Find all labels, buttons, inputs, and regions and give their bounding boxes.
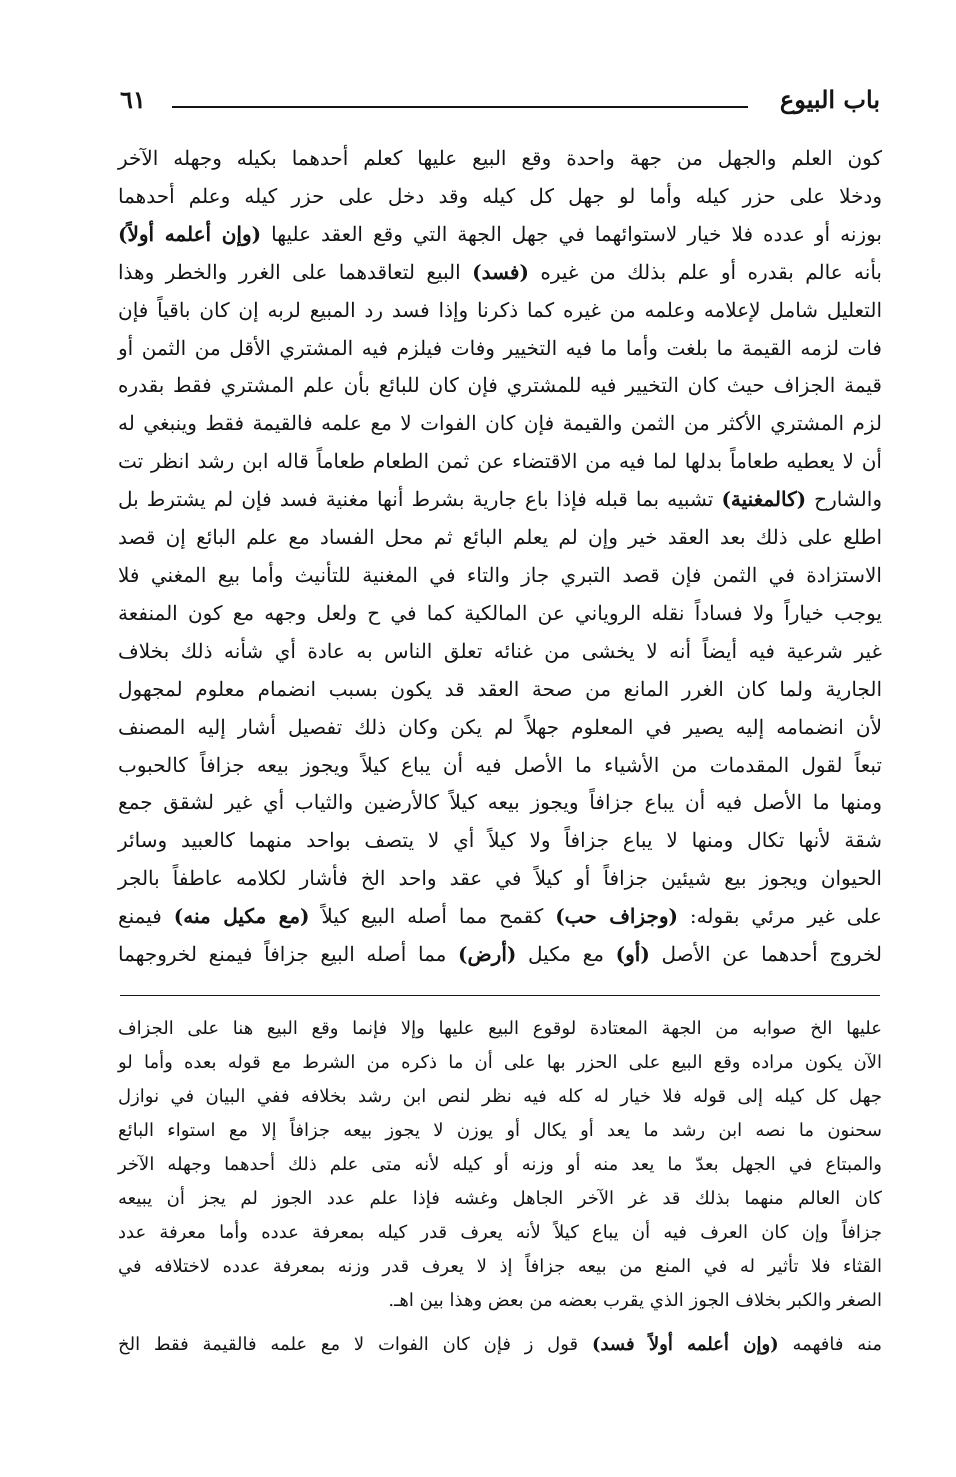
text-segment: قول ز فإن كان الفوات لا مع علمه فالقيمة فقط الخ: [118, 1334, 592, 1355]
page-number: ٦١: [120, 85, 146, 114]
text-segment: كان العالم منهما بذلك قد غر الآخر الجاهل وغشه فإذا علم عدد الجوز لم يجز أن يبيعه: [118, 1188, 882, 1209]
footnote-line: [118, 1328, 882, 1362]
text-segment: أن لا يعطيه طعاماً بدلها لما فيه من الاقتضاء عن ثمن الطعام طعاماً قاله ابن رشد انظر تت: [118, 449, 882, 474]
footnote-line: [118, 1012, 882, 1046]
text-segment: البيع لتعاقدهما على الغرر والخطر وهذا: [118, 259, 473, 284]
text-segment: ودخلا على حزر كيله وأما لو جهل كل كيله وقد دخل على حزر كيله وعلم أحدهما: [118, 183, 882, 208]
bold-quote: (أرض): [458, 942, 517, 967]
footnote-line: [118, 1216, 882, 1250]
text-segment: بأنه عالم بقدره أو علم بذلك من غيره: [528, 259, 882, 284]
text-segment: الصغر والكبر بخلاف الجوز الذي يقرب بعضه من بعض وهذا بين اهـ.: [388, 1290, 882, 1311]
text-segment: مما أصله البيع جزافاً فيمنع لخروجهما: [118, 942, 459, 967]
text-segment: كقمح مما أصله البيع كيلاً: [309, 904, 556, 929]
main-text-line: [118, 178, 882, 216]
chapter-title: باب البيوع: [779, 85, 880, 114]
text-segment: يوجب خياراً ولا فساداً نقله الروياني عن المالكية كما في ح ولعل وجهه مع كون المنفعة: [118, 600, 882, 625]
main-text-line: [118, 898, 882, 936]
text-segment: لزم المشتري الأكثر من الثمن والقيمة فإن كان الفوات لا مع علمه فالقيمة فقط وينبغي له: [118, 411, 882, 436]
footnote-line: [118, 1284, 882, 1318]
text-segment: جزافاً وإن كان العرف فيه أن يباع كيلاً لأنه يعرف قدر كيله بمعرفة عدده وأما معرفة عدد: [118, 1222, 882, 1243]
running-header: [120, 82, 880, 122]
text-segment: ومنها ما الأصل فيه أن يباع جزافاً ويجوز بيعه كيلاً كالأرضين والثياب أي غير لشقق جمع: [118, 790, 882, 815]
text-segment: والشارح: [806, 487, 882, 512]
bold-quote: (وجزاف حب): [555, 904, 679, 929]
main-text-line: [118, 595, 882, 633]
main-text-line: [118, 254, 882, 292]
text-segment: شقة لأنها تكال ومنها لا يباع جزافاً ولا كيلاً أي لا يتصف بواحد منهما كالعبيد وسائر: [118, 828, 882, 853]
bold-quote: (مع مكيل منه): [173, 904, 310, 929]
main-text-line: [118, 671, 882, 709]
text-segment: تبعاً لقول المقدمات من الأشياء ما الأصل فيه أن يباع كيلاً ويجوز بيعه جزافاً كالحبوب: [118, 752, 882, 777]
text-segment: فات لزمه القيمة ما بلغت وأما ما فيه التخيير وفات فيلزم فيه المشتري الأقل من الثمن أو: [118, 335, 882, 360]
text-segment: والمبتاع في الجهل بعدّ ما يعد منه أو وزنه أو كيله لأنه متى علم ذلك أحدهما وجهله الآخر: [118, 1154, 882, 1175]
main-text-line: [118, 936, 882, 974]
main-text-line: [118, 709, 882, 747]
text-segment: لأن انضمامه إليه يصير في المعلوم جهلاً لم يكن وكان ذلك تفصيل أشار إليه المصنف: [118, 714, 882, 739]
text-segment: فيمنع: [118, 904, 174, 929]
main-text-line: [118, 860, 882, 898]
main-text-line: [118, 405, 882, 443]
text-segment: منه فافهمه: [778, 1334, 882, 1355]
text-segment: اطلع على ذلك بعد العقد خير وإن لم يعلم البائع ثم محل الفساد مع علم البائع إن قصد: [118, 525, 883, 550]
header-rule: [172, 106, 748, 108]
main-text-line: [118, 784, 882, 822]
bold-quote: (كالمغنية): [721, 487, 807, 512]
footnote-line: [118, 1114, 882, 1148]
main-text-line: [118, 140, 882, 178]
main-text-line: [118, 822, 882, 860]
main-text-line: [118, 216, 882, 254]
text-segment: الجارية ولما كان الغرر المانع من صحة العقد قد يكون بسبب انضمام معلوم لمجهول: [118, 676, 882, 701]
footnote-line: [118, 1046, 882, 1080]
text-segment: مع مكيل: [516, 942, 616, 967]
text-segment: لخروج أحدهما عن الأصل: [649, 942, 882, 967]
main-text-line: [118, 367, 882, 405]
text-segment: الحيوان ويجوز بيع شيئين جزافاً أو كيلاً في عقد واحد الخ فأشار لكلامه عاطفاً بالجر: [118, 866, 882, 891]
text-segment: كون العلم والجهل من جهة واحدة وقع البيع عليها كعلم أحدهما بكيله وجهله الآخر: [118, 146, 882, 170]
text-segment: الآن يكون مراده وقع البيع على الحزر بها على أن ما ذكره من الشرط مع قوله بعده وأما لو: [118, 1052, 882, 1073]
text-segment: قيمة الجزاف حيث كان التخيير فيه للمشتري فإن كان للبائع بأن علم المشتري فقط بقدره: [118, 373, 882, 398]
text-segment: غير شرعية فيه أيضاً أنه لا يخشى من غنائه تعلق الناس به عادة أي شأنه ذلك بخلاف: [118, 638, 882, 663]
text-segment: تشبيه بما قبله فإذا باع جارية بشرط أنها مغنية فسد فإن لم يشترط بل: [118, 487, 722, 512]
text-segment: القثاء فلا تأثير له في المنع من بيعه جزافاً إذ لا يعرف قدر وزنه بمعرفة عدده لاختلافه في: [118, 1256, 882, 1277]
text-segment: سحنون ما نصه ابن رشد ما يعد أو يكال أو يوزن لا يجوز بيعه جزافاً إلا مع استواء البائع: [118, 1120, 882, 1141]
main-text-line: [118, 747, 882, 785]
main-text-line: [118, 481, 882, 519]
main-text-line: [118, 443, 882, 481]
text-segment: بوزنه أو عدده فلا خيار لاستوائهما في جهل الجهة التي وقع العقد عليها: [261, 221, 882, 246]
footnote-line: [118, 1148, 882, 1182]
bold-quote: (وإن أعلمه أولاً): [118, 221, 262, 246]
text-segment: الاستزادة في الثمن فإن قصد التبري جاز والتاء في المغنية للتأنيث وأما بيع المغني فلا: [118, 562, 882, 587]
footnote-line: [118, 1080, 882, 1114]
main-text-line: [118, 633, 882, 671]
main-text-line: [118, 519, 882, 557]
bold-quote: (فسد): [472, 259, 529, 284]
bold-quote: (وإن أعلمه أولاً فسد): [591, 1334, 779, 1355]
main-text-line: [118, 330, 882, 368]
footnote-line: [118, 1250, 882, 1284]
footnotes: [118, 1012, 882, 1362]
main-text: [118, 140, 882, 974]
footnote-separator: [120, 995, 880, 996]
text-segment: جهل كل كيله إلى قوله فلا خيار له كله فيه نظر لنص ابن رشد بخلافه ففي البيان في نوازل: [118, 1086, 882, 1107]
main-text-line: [118, 292, 882, 330]
text-segment: عليها الخ صوابه من الجهة المعتادة لوقوع البيع عليها وإلا فإنما وقع البيع هنا على الجزاف: [118, 1018, 882, 1039]
text-segment: التعليل شامل لإعلامه وعلمه من غيره كما ذكرنا وإذا فسد رد المبيع لربه إن كان باقياً فإن: [118, 297, 882, 322]
text-segment: على غير مرئي بقوله:: [678, 904, 882, 929]
main-text-line: [118, 557, 882, 595]
bold-quote: (أو): [615, 942, 650, 967]
footnote-line: [118, 1182, 882, 1216]
